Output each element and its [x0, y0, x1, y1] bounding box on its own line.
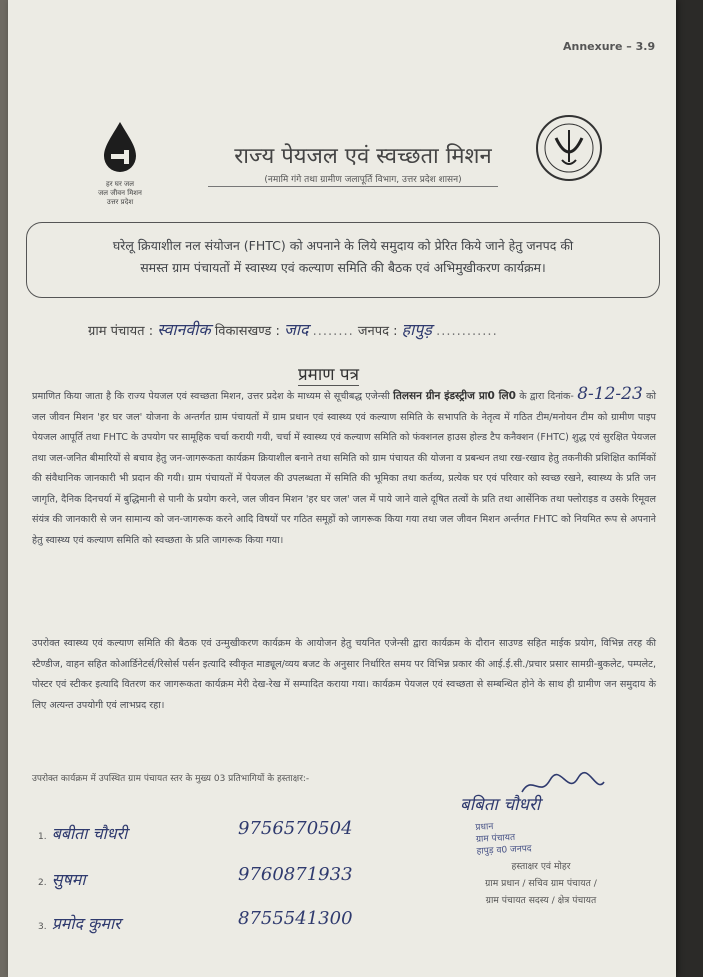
attendee-number: 2. — [38, 878, 47, 888]
caption-line-3: ग्राम पंचायत सदस्य / क्षेत्र पंचायत — [485, 895, 597, 906]
attendee-3 — [38, 908, 353, 934]
har-ghar-jal-logo — [80, 120, 160, 207]
district-value: हापुड़ — [401, 320, 432, 339]
stamp-line-1: प्रधान — [475, 822, 494, 833]
gram-panchayat-label: ग्राम पंचायत : — [88, 324, 154, 339]
attendee-number: 3. — [38, 922, 47, 932]
caption-line-2: ग्राम प्रधान / सचिव ग्राम पंचायत / — [485, 878, 597, 889]
para1-body: को जल जीवन मिशन 'हर घर जल' योजना के अन्तर्गत ग्राम पंचायतों में ग्राम प्रधान एवं स्वास्थ्य एवं कल्याण समिति के सभापति के नेतृत्व में गठित टीम/मनोयन टीम को ग्रामीण पाइप पेयजल आपूर्ति तथा FHTC के उपयोग पर सामूहिक चर्चा करायी गयी, चर्चा में स्वास्थ्य एवं कल्याण समिति को फंक्शनल हाउस होल्ड टैप कनैक्शन (FHTC) शुद्ध एवं सुरक्षित पेयजल तथा जल-जनित बीमारियों से बचाव हेतु जन-जागरूकता कार्यक्रम क्रियाशील बनाने तथा समिति को ग्राम पंचायत की योजना व प्रबन्धन तथा रख-रखाव हेतु तकनीकी प्रशिक्षित कार्मिकों की संवैधानिक जानकारी भी प्रदान की गयी। ग्राम पंचायतों में पेयजल की उपलब्धता में समिति की भूमिका तथा कर्तव्य, प्रत्येक घर एवं परिवार को स्वच्छ रखने, स्वास्थ्य के प्रति जन जागृति, दैनिक दिनचर्या में बुद्धिमानी से पानी के प्रयोग करने, जल जीवन मिशन 'हर घर जल' जल में पाये जाने वाले दूषित तत्वों के प्रति तथा आर्सेनिक तथा फ्लोराइड व उसके रिमूवल संयंत्र की जानकारी से जन सामान्य को जन-जागरूक करने आदि विषयों पर गठित समूहों को जागरूक किया गया तथा जल जीवन मिशन अर्न्तगत FHTC को नियमित रूप से अपनाने हेतु स्वास्थ्य एवं कल्याण समिति को स्वच्छता के प्रति जागरूक किया गया। — [32, 391, 656, 546]
annexure-label: Annexure – 3.9 — [563, 40, 656, 53]
caption-line-1: हस्ताक्षर एवं मोहर — [511, 861, 571, 872]
attendee-name: सुषमा — [51, 870, 86, 889]
program-date: 8-12-23 — [577, 384, 643, 404]
agency-name: तिलसन ग्रीन इंडस्ट्रीज प्रा0 लि0 — [393, 390, 516, 402]
gram-panchayat-value: स्वानवीक — [157, 320, 211, 339]
attendee-name: प्रमोद कुमार — [51, 914, 121, 933]
location-row — [88, 318, 648, 340]
banner-line-1: घरेलू क्रियाशील नल संयोजन (FHTC) को अपनाने के लिये समुदाय को प्रेरित किये जाने हेतु जनपद की — [112, 238, 574, 253]
district-label: जनपद : — [357, 324, 398, 339]
logo-text-1: हर घर जल — [106, 180, 134, 188]
pradhan-signature: बबिता चौधरी — [460, 795, 541, 815]
program-banner — [26, 222, 660, 298]
block-label: विकासखण्ड : — [214, 324, 280, 339]
banner-line-2: समस्त ग्राम पंचायतों में स्वास्थ्य एवं कल्याण समिति की बैठक एवं अभिमुखीकरण कार्यक्रम। — [140, 260, 546, 275]
pradhan-stamp — [475, 814, 627, 862]
attendee-1 — [38, 818, 353, 844]
water-drop-icon — [100, 120, 140, 176]
certificate-document — [8, 0, 676, 977]
attendee-phone: 8755541300 — [238, 908, 353, 929]
block-dots: ........ — [312, 324, 354, 339]
mission-subtitle: (नमामि गंगे तथा ग्रामीण जलापूर्ति विभाग, उत्तर प्रदेश शासन) — [178, 172, 548, 185]
block-value: जाद — [284, 320, 309, 339]
mission-title: राज्य पेयजल एवं स्वच्छता मिशन — [234, 144, 492, 169]
para1-by: के द्वारा दिनांक- — [519, 391, 574, 402]
stamp-line-2: ग्राम पंचायत — [475, 832, 516, 845]
certificate-heading: प्रमाण पत्र — [298, 362, 359, 386]
para1-intro: प्रमाणित किया जाता है कि राज्य पेयजल एवं स्वच्छता मिशन, उत्तर प्रदेश के माध्यम से सूचीबद्ध एजेन्सी — [32, 391, 390, 402]
attendee-phone: 9760871933 — [238, 864, 353, 885]
logo-text-2: जल जीवन मिशन — [98, 189, 142, 197]
attendees-intro: उपरोक्त कार्यक्रम में उपस्थित ग्राम पंचायत स्तर के मुख्य 03 प्रतिभागियों के हस्ताक्षर:- — [32, 774, 310, 784]
signature-caption — [436, 858, 646, 909]
logo-text-3: उत्तर प्रदेश — [106, 198, 134, 206]
stamp-line-3: हापुड़ व0 जनपद — [476, 844, 532, 857]
attendee-name: बबीता चौधरी — [51, 824, 128, 843]
certificate-paragraph-2: उपरोक्त स्वास्थ्य एवं कल्याण समिति की बैठक एवं उन्मुखीकरण कार्यक्रम के आयोजन हेतु चयनित एजेन्सी द्वारा कार्यक्रम के दौरान साउण्ड सहित माईक प्रयोग, विभिन्न तरह की स्टैण्डीज, वाहन सहित कोआर्डिनेटर्स/रिसोर्स पर्सन इत्यादि स्वीकृत माड्यूल/व्यय बजट के अनुसार निर्धारित समय पर विभिन्न प्रकार की आई.ई.सी./प्रचार प्रसार सामग्री-बुकलेट, पम्पलेट, पोस्टर एवं स्टीकर इत्यादि वितरण कर जागरूकता कार्यक्रम मेरी देख-रेख में सम्पादित कराया गया। कार्यक्रम पेयजल एवं स्वच्छता से सम्बन्धित होने के साथ ही ग्रामीण जन समुदाय के लिए अत्यन्त उपयोगी एवं लाभप्रद रहा। — [32, 638, 656, 711]
attendee-number: 1. — [38, 832, 47, 842]
attendee-2 — [38, 864, 353, 890]
district-dots: ............ — [436, 324, 498, 339]
attendee-phone: 9756570504 — [238, 818, 353, 839]
certificate-paragraph-1 — [32, 384, 656, 624]
